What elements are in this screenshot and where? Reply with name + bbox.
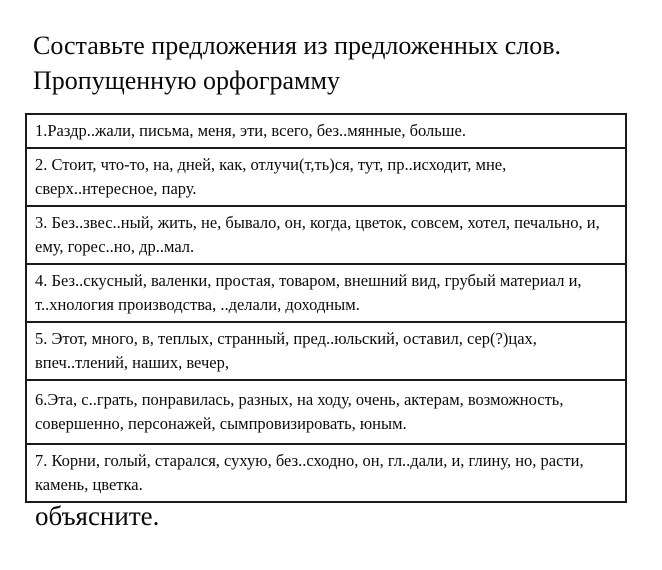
page-title — [33, 28, 561, 98]
page-title-line2: Пропущенную орфограмму — [33, 66, 340, 95]
table-row: 3. Без..звес..ный, жить, не, бывало, он, когда, цветок, совсем, хотел, печально, и, ему, горес..но, др..мал. — [27, 205, 625, 263]
table-row: 4. Без..скусный, валенки, простая, товаром, внешний вид, грубый материал и, т..хнология производства, ..делали, доходным. — [27, 263, 625, 321]
table-row: 7. Корни, голый, старался, сухую, без..сходно, он, гл..дали, и, глину, но, расти, камень, цветка. — [27, 443, 625, 501]
table-row: 1.Раздр..жали, письма, меня, эти, всего, без..мянные, больше. — [35, 121, 466, 140]
footer-text: объясните. — [35, 501, 160, 531]
table-row: 6.Эта, с..грать, понравилась, разных, на ходу, очень, актерам, возможность, совершенно, персонажей, сымпровизировать, юным. — [27, 379, 625, 443]
page-title-line1: Составьте предложения из предложенных слов. — [33, 31, 562, 60]
word-table — [25, 113, 627, 503]
table-row: 5. Этот, много, в, теплых, странный, пред..юльский, оставил, сер(?)цах, впеч..тлений, наших, вечер, — [27, 321, 625, 379]
table-row: 2. Стоит, что-то, на, дней, как, отлучи(т,ть)ся, тут, пр..исходит, мне, сверх..нтересное, пару. — [27, 147, 625, 205]
